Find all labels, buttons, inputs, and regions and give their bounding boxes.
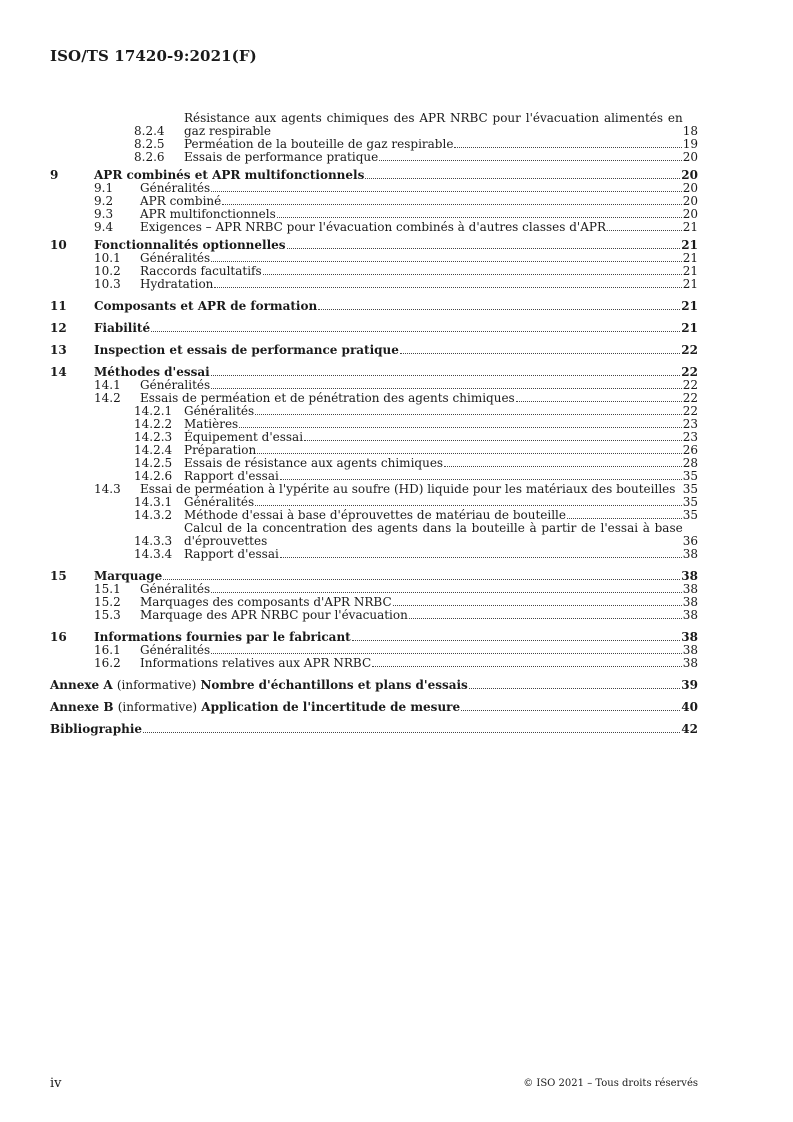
toc-entry-page: 40 <box>681 700 698 714</box>
toc-entry-title: Généralités <box>140 181 211 195</box>
toc-entry-number: 16.1 <box>94 643 121 657</box>
leader-dots <box>143 732 680 733</box>
toc-entry-title: Exigences – APR NRBC pour l'évacuation combinés à d'autres classes d'APR <box>140 220 607 234</box>
toc-entry-title: Méthode d'essai à base d'éprouvettes de matériau de bouteille <box>184 508 566 522</box>
toc-entry[interactable] <box>50 322 698 335</box>
toc-entry[interactable] <box>50 609 698 622</box>
toc-entry-number: 14.2 <box>94 391 121 405</box>
leader-dots <box>607 230 682 231</box>
toc-entry[interactable] <box>50 548 698 561</box>
annex-note: (informative) <box>116 678 197 692</box>
toc-entry-title: Généralités <box>140 378 211 392</box>
toc-entry-page: 20 <box>682 181 698 195</box>
leader-dots <box>352 640 681 641</box>
toc-entry-number: 11 <box>50 299 67 313</box>
toc-entry-page: 23 <box>682 430 698 444</box>
leader-dots <box>211 653 682 654</box>
toc-entry[interactable] <box>50 657 698 670</box>
annex-name: Application de l'incertitude de mesure <box>201 700 461 714</box>
toc-entry-number: 15 <box>50 569 67 583</box>
toc-entry-number: 10.3 <box>94 277 121 291</box>
leader-dots <box>304 440 682 441</box>
toc-entry-page: 19 <box>682 137 698 151</box>
toc-entry-number: 8.2.6 <box>134 150 165 164</box>
toc-entry-page: 21 <box>682 264 698 278</box>
toc-entry-number: 14.2.3 <box>134 430 173 444</box>
toc-entry-page: 21 <box>682 277 698 291</box>
annex-note: (informative) <box>117 700 198 714</box>
annex-label: Annexe B <box>50 700 114 714</box>
toc-annex-a[interactable] <box>50 679 698 692</box>
leader-dots <box>409 618 682 619</box>
toc-annex-b[interactable] <box>50 701 698 714</box>
leader-dots <box>372 666 682 667</box>
toc-bibliography[interactable] <box>50 723 698 736</box>
toc-entry-page: 38 <box>682 595 698 609</box>
toc-entry-page: 38 <box>681 569 698 583</box>
leader-dots <box>255 414 682 415</box>
leader-dots <box>211 375 681 376</box>
toc-entry-title: Fiabilité <box>94 321 151 335</box>
leader-dots <box>255 505 682 506</box>
toc-entry-number: 14.2.2 <box>134 417 173 431</box>
leader-dots <box>222 204 681 205</box>
toc-entry-page: 35 <box>682 495 698 509</box>
toc-entry-number: 15.1 <box>94 582 121 596</box>
toc-entry-title: Composants et APR de formation <box>94 299 318 313</box>
toc-entry-title: Hydratation <box>140 277 214 291</box>
toc-entry-page: 22 <box>682 404 698 418</box>
toc-entry-page: 22 <box>682 378 698 392</box>
toc-entry-title: Rapport d'essai <box>184 469 279 483</box>
toc-entry-title: Fonctionnalités optionnelles <box>94 238 286 252</box>
toc-entry-page: 38 <box>682 547 698 561</box>
leader-dots <box>379 160 682 161</box>
toc-entry-number: 14.2.4 <box>134 443 173 457</box>
toc-entry-page: 21 <box>681 299 698 313</box>
leader-dots <box>516 401 682 402</box>
toc-entry-title: Généralités <box>184 404 255 418</box>
toc-entry[interactable] <box>50 221 698 234</box>
toc-entry-page: 38 <box>681 630 698 644</box>
toc-entry-number: 9.2 <box>94 194 114 208</box>
annex-name: Nombre d'échantillons et plans d'essais <box>200 678 468 692</box>
toc-entry-number: 16 <box>50 630 67 644</box>
toc-entry-page: 26 <box>682 443 698 457</box>
toc-entry-number: 8.2.5 <box>134 137 165 151</box>
toc-entry-title: Essais de perméation et de pénétration des agents chimiques <box>140 391 515 405</box>
leader-dots <box>263 274 682 275</box>
leader-dots <box>393 605 682 606</box>
leader-dots <box>211 261 682 262</box>
toc-entry-title: Essais de résistance aux agents chimiques <box>184 456 444 470</box>
leader-dots <box>287 248 681 249</box>
toc-entry-page: 39 <box>681 678 698 692</box>
toc-entry-page: 18 <box>682 124 698 138</box>
toc-entry-number: 8.2.4 <box>134 124 165 138</box>
toc-entry-title: Résistance aux agents chimiques des APR NRBC pour l'évacuation alimentés en gaz respirable <box>184 111 683 138</box>
toc-entry-title: Informations fournies par le fabricant <box>94 630 351 644</box>
toc-entry[interactable] <box>50 300 698 313</box>
toc-entry-title: Perméation de la bouteille de gaz respirable <box>184 137 454 151</box>
toc-entry-title: Marquage <box>94 569 163 583</box>
annex-title <box>50 679 468 692</box>
toc-entry-page: 38 <box>682 643 698 657</box>
leader-dots <box>214 287 681 288</box>
toc-entry-title: Marquages des composants d'APR NRBC <box>140 595 392 609</box>
toc-entry-number: 9.3 <box>94 207 114 221</box>
toc-entry-page: 38 <box>682 608 698 622</box>
toc-entry[interactable] <box>50 278 698 291</box>
toc-entry-page: 20 <box>681 168 698 182</box>
toc-entry-title: Généralités <box>140 582 211 596</box>
annex-title <box>50 701 460 714</box>
toc-entry-number: 12 <box>50 321 67 335</box>
toc-entry-page: 20 <box>682 194 698 208</box>
toc-entry-number: 9.1 <box>94 181 114 195</box>
toc-entry-title: APR combiné <box>140 194 222 208</box>
toc-entry-page: 22 <box>681 343 698 357</box>
toc-entry-title: Généralités <box>140 251 211 265</box>
leader-dots <box>211 592 682 593</box>
toc-entry-number: 13 <box>50 343 67 357</box>
toc-entry-page: 20 <box>682 207 698 221</box>
toc-entry-number: 14.2.5 <box>134 456 173 470</box>
toc-entry-page: 42 <box>681 722 698 736</box>
toc-entry-title: Raccords facultatifs <box>140 264 262 278</box>
copyright-notice: © ISO 2021 – Tous droits réservés <box>523 1078 698 1089</box>
toc-entry-number: 14.2.1 <box>134 404 173 418</box>
toc-entry-page: 22 <box>682 391 698 405</box>
toc-entry-number: 14.2.6 <box>134 469 173 483</box>
toc-entry-number: 14 <box>50 365 67 379</box>
toc-entry-number: 14.3.4 <box>134 547 173 561</box>
toc-entry-page: 35 <box>682 469 698 483</box>
document-id-header: ISO/TS 17420-9:2021(F) <box>50 47 257 65</box>
page-number: iv <box>50 1076 62 1091</box>
toc-entry[interactable] <box>50 151 698 164</box>
toc-entry-number: 9 <box>50 168 59 182</box>
toc-entry-number: 10.2 <box>94 264 121 278</box>
leader-dots <box>239 427 682 428</box>
toc-entry-title: Équipement d'essai <box>184 430 304 444</box>
leader-dots <box>277 217 682 218</box>
toc-entry-title: Informations relatives aux APR NRBC <box>140 656 372 670</box>
toc-entry-number: 10 <box>50 238 67 252</box>
toc-entry-title: Marquage des APR NRBC pour l'évacuation <box>140 608 408 622</box>
leader-dots <box>400 353 680 354</box>
toc-entry-number: 14.3.2 <box>134 508 173 522</box>
toc-entry-title: APR combinés et APR multifonctionnels <box>94 168 365 182</box>
toc-entry-page: 36 <box>682 534 698 548</box>
toc-entry-page: 38 <box>682 656 698 670</box>
toc-entry-number: 14.3 <box>94 482 121 496</box>
toc-entry-number: 14.3.1 <box>134 495 173 509</box>
toc-entry-number: 15.3 <box>94 608 121 622</box>
toc-entry[interactable] <box>50 522 698 548</box>
toc-entry-title: Matières <box>184 417 239 431</box>
toc-entry-page: 35 <box>682 482 698 496</box>
toc-entry-page: 28 <box>682 456 698 470</box>
toc-entry-number: 16.2 <box>94 656 121 670</box>
toc-entry-page: 20 <box>682 150 698 164</box>
toc-entry-number: 10.1 <box>94 251 121 265</box>
toc-entry-page: 21 <box>682 220 698 234</box>
annex-label: Annexe A <box>50 678 113 692</box>
toc-entry-title: Préparation <box>184 443 257 457</box>
toc-entry[interactable] <box>50 344 698 357</box>
leader-dots <box>280 479 682 480</box>
bibliography-title: Bibliographie <box>50 722 143 736</box>
toc-entry-title: Rapport d'essai <box>184 547 279 561</box>
toc-entry-title: Généralités <box>140 643 211 657</box>
leader-dots <box>454 147 681 148</box>
toc-entry-title: Calcul de la concentration des agents dans la bouteille à partir de l'essai à base d'éprouvettes <box>184 521 683 548</box>
leader-dots <box>318 309 680 310</box>
leader-dots <box>257 453 681 454</box>
leader-dots <box>280 557 682 558</box>
toc-entry-page: 21 <box>681 238 698 252</box>
leader-dots <box>444 466 682 467</box>
toc-entry-title: Inspection et essais de performance pratique <box>94 343 399 357</box>
leader-dots <box>211 388 682 389</box>
table-of-contents <box>50 112 698 736</box>
toc-entry-number: 14.1 <box>94 378 121 392</box>
leader-dots <box>151 331 680 332</box>
toc-entry-number: 9.4 <box>94 220 114 234</box>
toc-entry-page: 21 <box>682 251 698 265</box>
toc-entry-title: Méthodes d'essai <box>94 365 210 379</box>
toc-entry[interactable] <box>50 112 698 138</box>
leader-dots <box>567 518 682 519</box>
toc-entry-title: Essai de perméation à l'ypérite au soufre (HD) liquide pour les matériaux des bouteilles <box>140 482 676 496</box>
leader-dots <box>211 191 682 192</box>
toc-entry-page: 23 <box>682 417 698 431</box>
toc-entry-number: 14.3.3 <box>134 534 173 548</box>
toc-entry-page: 21 <box>681 321 698 335</box>
toc-entry-page: 22 <box>681 365 698 379</box>
leader-dots <box>365 178 680 179</box>
leader-dots <box>163 579 680 580</box>
toc-entry-title: APR multifonctionnels <box>140 207 276 221</box>
leader-dots <box>461 710 680 711</box>
leader-dots <box>469 688 680 689</box>
toc-entry-number: 15.2 <box>94 595 121 609</box>
toc-entry-title: Essais de performance pratique <box>184 150 379 164</box>
toc-entry-page: 35 <box>682 508 698 522</box>
toc-entry-title: Généralités <box>184 495 255 509</box>
toc-entry-page: 38 <box>682 582 698 596</box>
